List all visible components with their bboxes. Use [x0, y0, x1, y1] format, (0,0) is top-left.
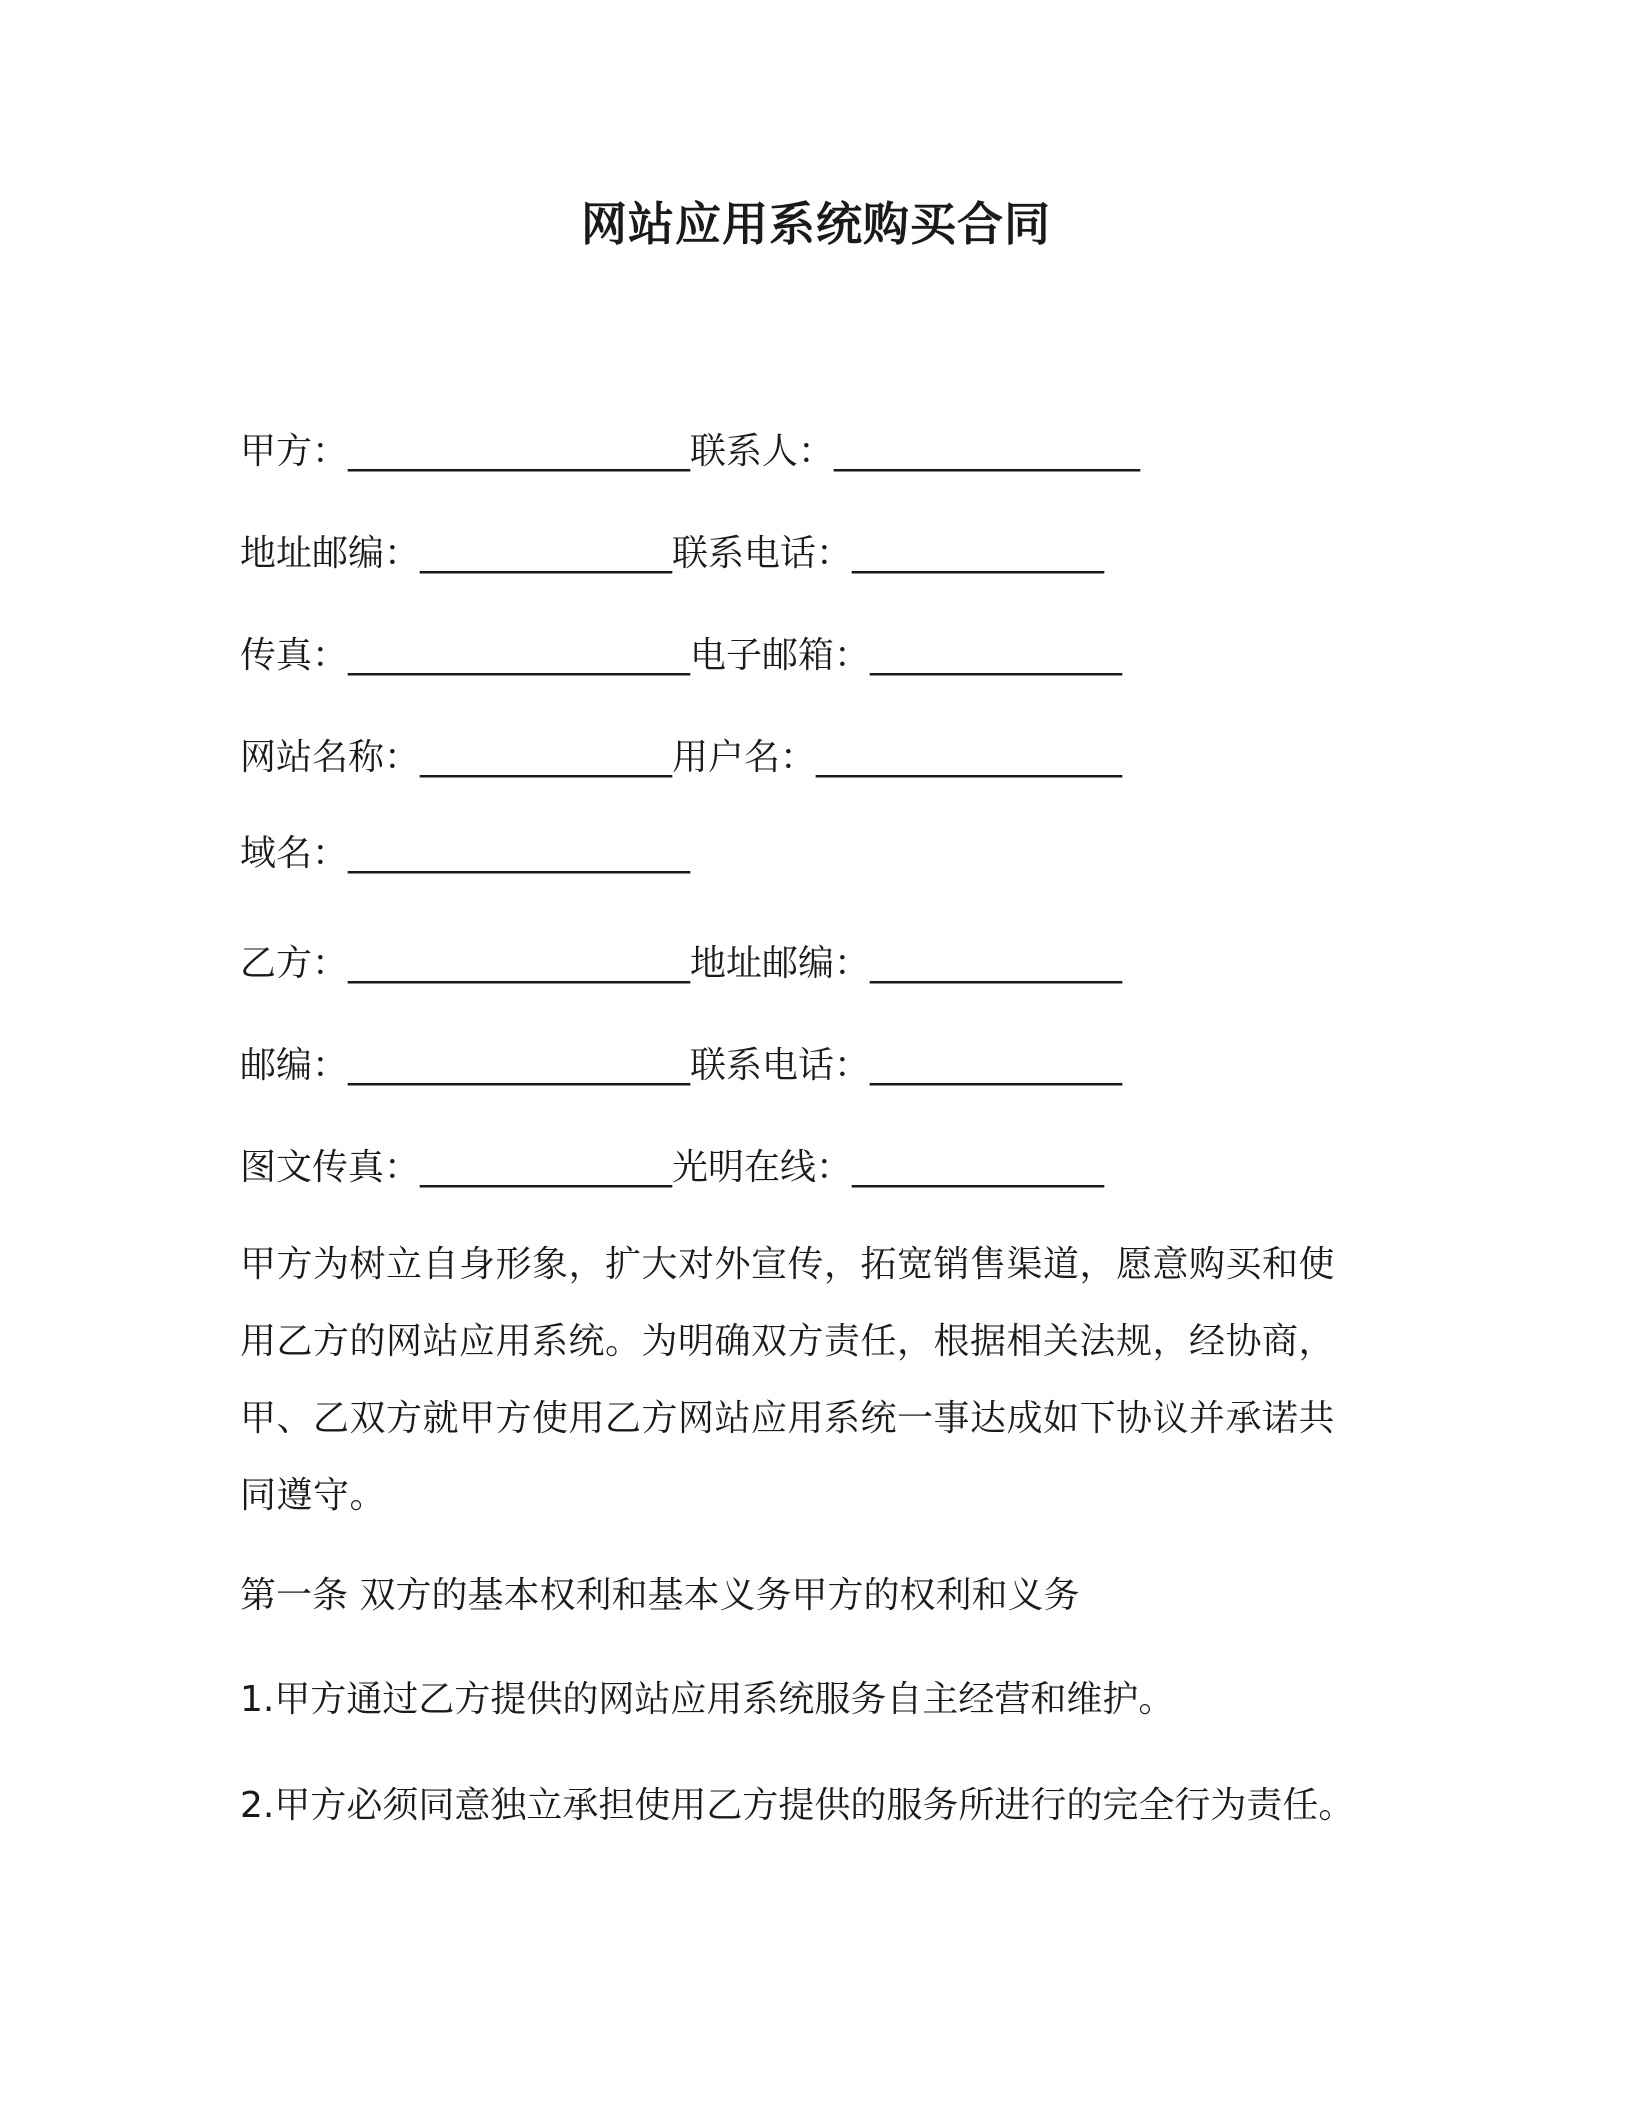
clause-1: 1.甲方通过乙方提供的网站应用系统服务自主经营和维护。 — [240, 1679, 1175, 1720]
field-fax-email: 传真：___________________电子邮箱：______________ — [240, 635, 1123, 676]
field-domain: 域名：___________________ — [240, 833, 691, 874]
article-1-heading: 第一条 双方的基本权利和基本义务甲方的权利和义务 — [240, 1575, 1080, 1616]
document-title: 网站应用系统购买合同 — [581, 197, 1051, 251]
field-address-phone: 地址邮编：______________联系电话：______________ — [240, 533, 1105, 574]
field-postcode-phone: 邮编：___________________联系电话：______________ — [240, 1045, 1123, 1086]
intro-paragraph: 甲方为树立自身形象，扩大对外宣传，拓宽销售渠道，愿意购买和使用乙方的网站应用系统。为明确双方责任，根据相关法规，经协商，甲、乙双方就甲方使用乙方网站应用系统一事达成如下协议并承诺共同遵守。 — [240, 1244, 1336, 1516]
field-party-b-address: 乙方：___________________地址邮编：______________ — [240, 943, 1123, 984]
clause-2: 2.甲方必须同意独立承担使用乙方提供的服务所进行的完全行为责任。 — [240, 1785, 1355, 1826]
field-fax-online: 图文传真：______________光明在线：______________ — [240, 1147, 1105, 1188]
field-site-username: 网站名称：______________用户名：_________________ — [240, 737, 1123, 778]
field-party-a-contact: 甲方：___________________联系人：_________________ — [240, 431, 1141, 472]
